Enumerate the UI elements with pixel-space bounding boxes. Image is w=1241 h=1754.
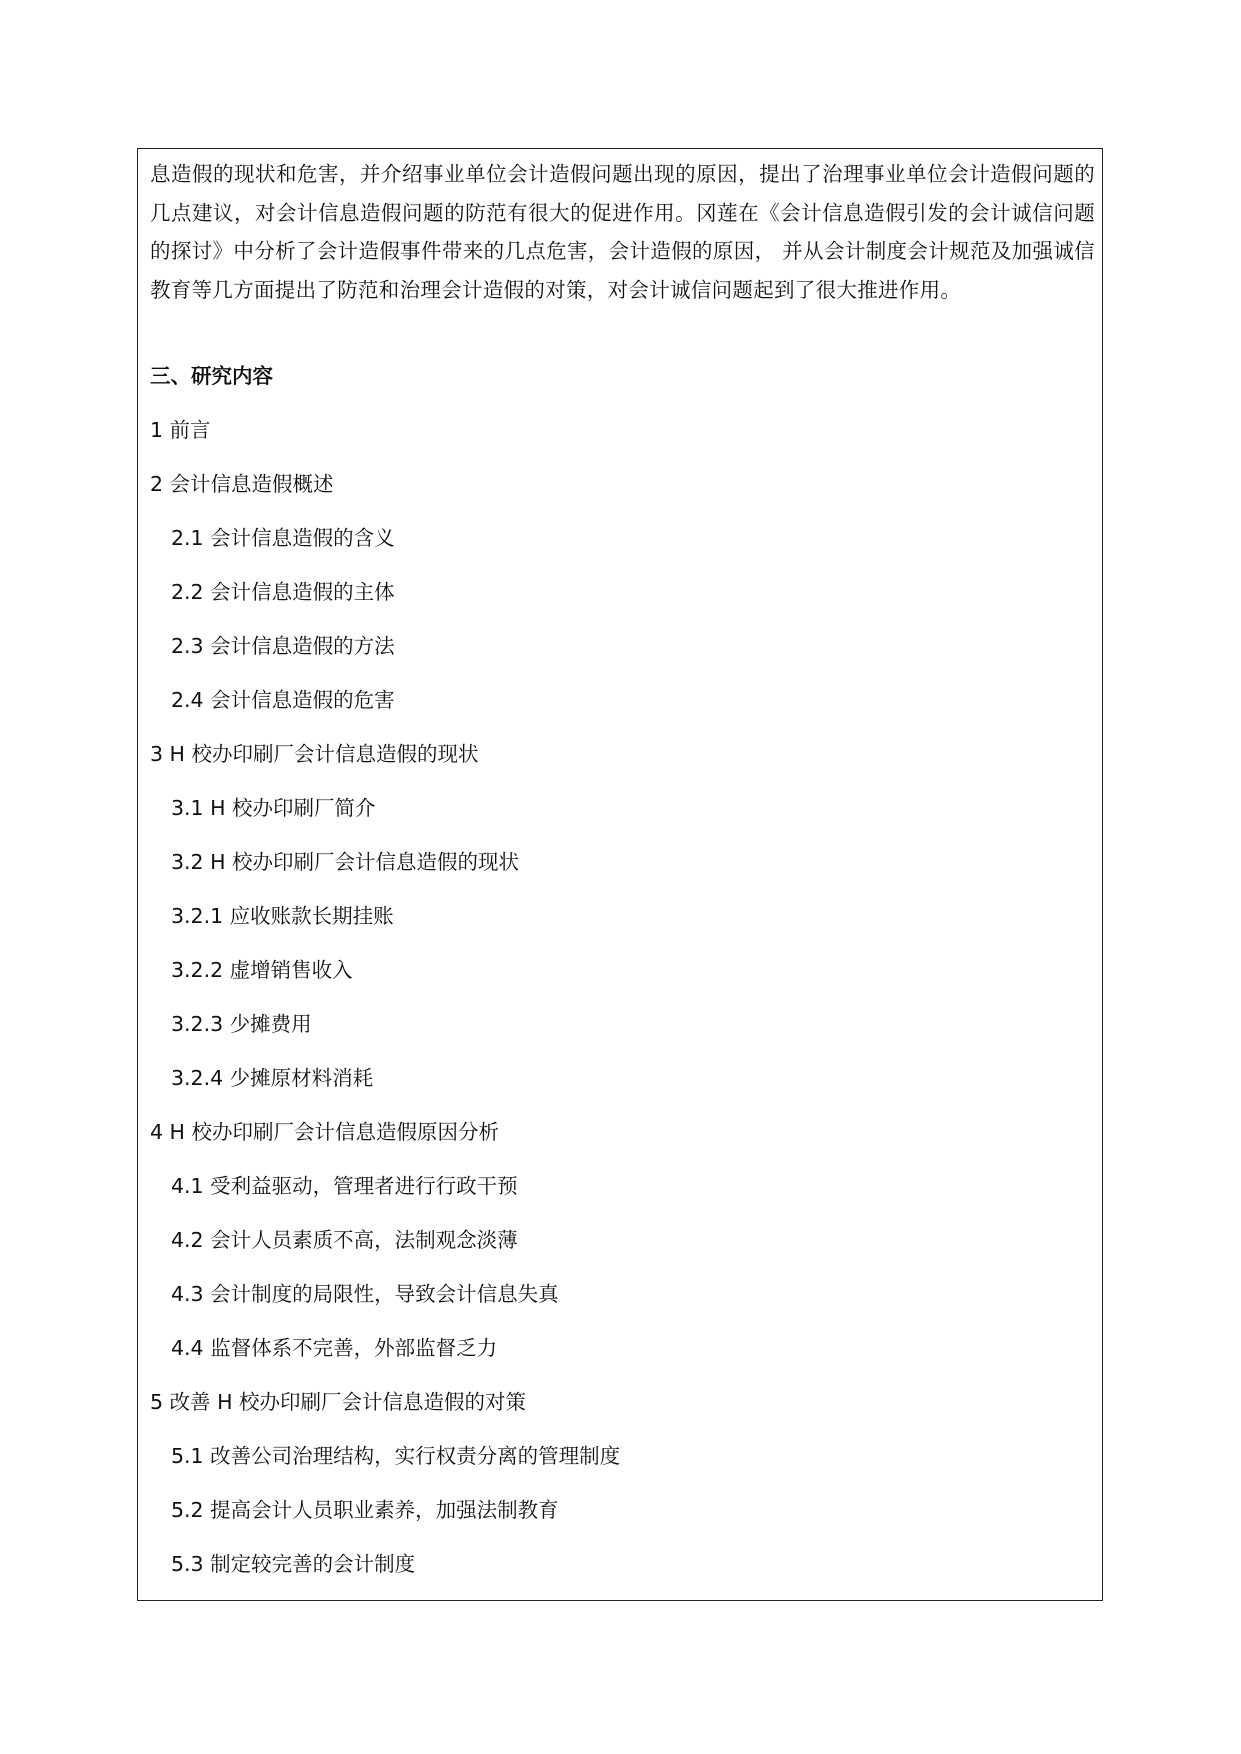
- outline-item: 3.1 H 校办印刷厂简介: [171, 796, 376, 820]
- outline-item: 3.2 H 校办印刷厂会计信息造假的现状: [171, 850, 520, 874]
- outline-item: 3 H 校办印刷厂会计信息造假的现状: [150, 742, 479, 766]
- outline-item: 2.2 会计信息造假的主体: [171, 580, 395, 604]
- outline-item: 5.1 改善公司治理结构，实行权责分离的管理制度: [171, 1444, 621, 1468]
- outline-item: 4 H 校办印刷厂会计信息造假原因分析: [150, 1120, 499, 1144]
- outline-item: 2.3 会计信息造假的方法: [171, 634, 395, 658]
- outline-item: 5 改善 H 校办印刷厂会计信息造假的对策: [150, 1390, 527, 1414]
- outline-item: 2.4 会计信息造假的危害: [171, 688, 395, 712]
- outline-item: 3.2.4 少摊原材料消耗: [171, 1066, 374, 1090]
- outline-item: 2.1 会计信息造假的含义: [171, 526, 395, 550]
- outline-item: 1 前言: [150, 418, 211, 442]
- section-title: 三、研究内容: [150, 364, 273, 388]
- outline-item: 2 会计信息造假概述: [150, 472, 334, 496]
- outline-item: 4.1 受利益驱动，管理者进行行政干预: [171, 1174, 518, 1198]
- outline-item: 3.2.1 应收账款长期挂账: [171, 904, 394, 928]
- outline-item: 5.2 提高会计人员职业素养，加强法制教育: [171, 1498, 559, 1522]
- outline-item: 4.2 会计人员素质不高，法制观念淡薄: [171, 1228, 518, 1252]
- outline-item: 4.3 会计制度的局限性，导致会计信息失真: [171, 1282, 559, 1306]
- intro-paragraph: 息造假的现状和危害，并介绍事业单位会计造假问题出现的原因，提出了治理事业单位会计造假问题的几点建议，对会计信息造假问题的防范有很大的促进作用。冈莲在《会计信息造假引发的会计诚信问题的探讨》中分析了会计造假事件带来的几点危害，会计造假的原因， 并从会计制度会计规范及加强诚信教育等几方面提出了防范和治理会计造假的对策，对会计诚信问题起到了很大推进作用。: [150, 162, 1095, 302]
- outline-item: 4.4 监督体系不完善，外部监督乏力: [171, 1336, 498, 1360]
- outline-item: 3.2.3 少摊费用: [171, 1012, 312, 1036]
- outline-item: 3.2.2 虚增销售收入: [171, 958, 353, 982]
- outline-item: 5.3 制定较完善的会计制度: [171, 1552, 416, 1576]
